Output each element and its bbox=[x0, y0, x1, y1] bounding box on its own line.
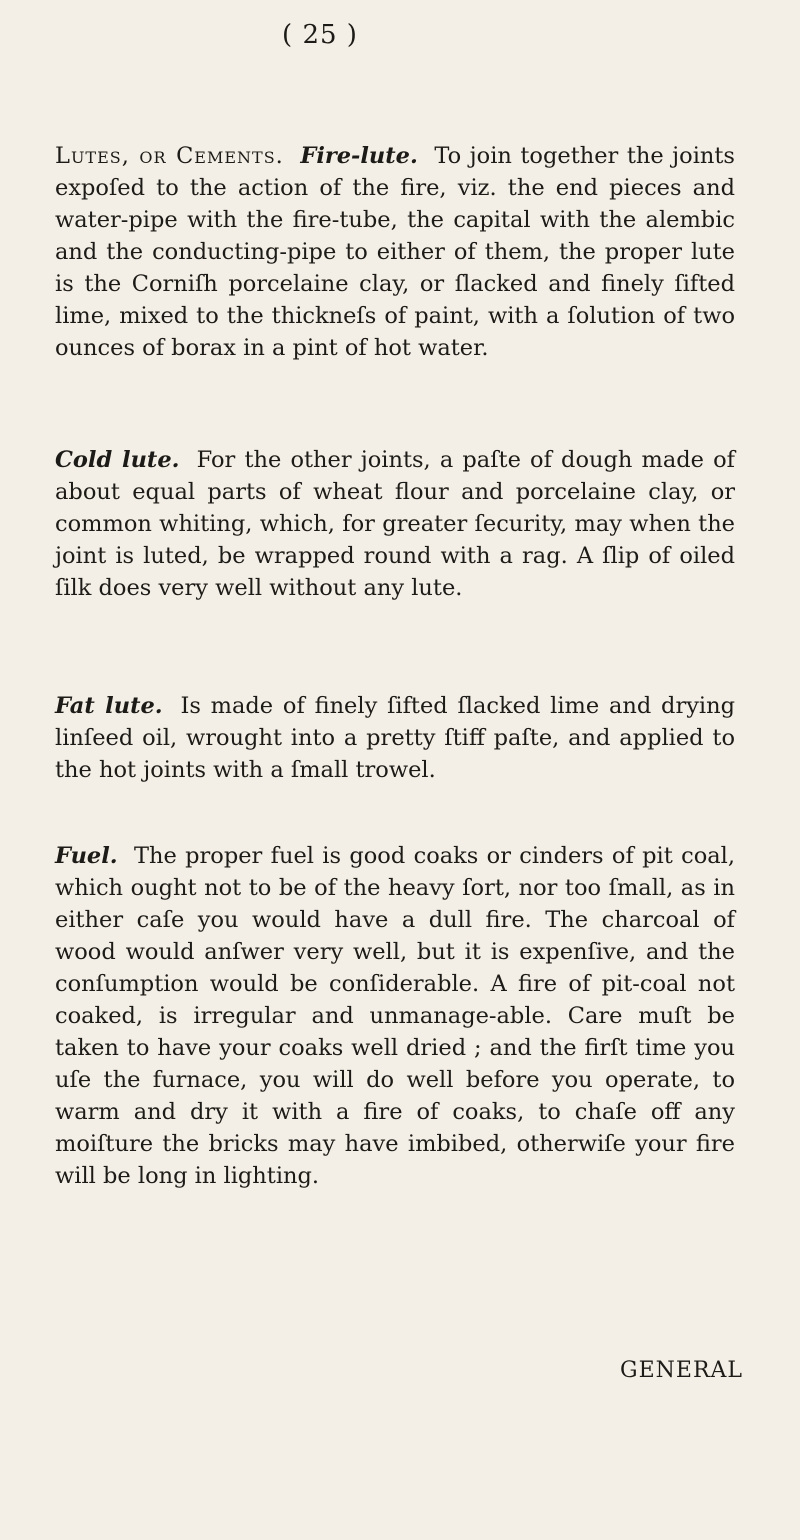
paragraph-fuel bbox=[55, 840, 735, 1192]
paragraph-fire-lute bbox=[55, 140, 735, 364]
paragraph-text: To join together the joints expoſed to the action of the fire, viz. the end pieces and water-pipe with the fire-tube, the capital with the alembic and the conducting-pipe to either of them, the proper lute is the Corniſh porcelaine clay, or ſlacked and finely ſifted lime, mixed to the thickneſs of paint, with a ſolution of two ounces of borax in a pint of hot water. bbox=[55, 143, 735, 361]
paragraph-text: The proper fuel is good coaks or cinders of pit coal, which ought not to be of the heavy ſort, nor too ſmall, as in either caſe you would have a dull fire. The charcoal of wood would anſwer very well, but it is expenſive, and the conſumption would be conſiderable. A fire of pit-coal not coaked, is irregular and unmanage-able. Care muſt be taken to have your coaks well dried ; and the firſt time you uſe the furnace, you will do well before you operate, to warm and dry it with a fire of coaks, to chaſe off any moiſture the bricks may have imbibed, otherwiſe your fire will be long in lighting. bbox=[55, 843, 736, 1189]
paragraph-fat-lute bbox=[55, 690, 735, 786]
paragraph-text: For the other joints, a paſte of dough made of about equal parts of wheat flour and porcelaine clay, or common whiting, which, for greater ſecurity, may when the joint is luted, be wrapped round with a rag. A ſlip of oiled ſilk does very well without any lute. bbox=[55, 447, 736, 601]
catchword: GENERAL bbox=[620, 1358, 744, 1383]
paragraph-heading: Fat lute. bbox=[55, 693, 163, 719]
section-title: Lutes, or Cements. bbox=[55, 143, 284, 169]
paragraph-heading: Fire-lute. bbox=[300, 143, 418, 169]
paragraph-cold-lute bbox=[55, 444, 735, 604]
page-number: ( 25 ) bbox=[282, 20, 358, 50]
paragraph-text: Is made of finely ſifted ſlacked lime and drying linſeed oil, wrought into a pretty ſtiff paſte, and applied to the hot joints with a ſmall trowel. bbox=[55, 693, 736, 783]
paragraph-heading: Fuel. bbox=[55, 843, 118, 869]
paragraph-heading: Cold lute. bbox=[55, 447, 180, 473]
